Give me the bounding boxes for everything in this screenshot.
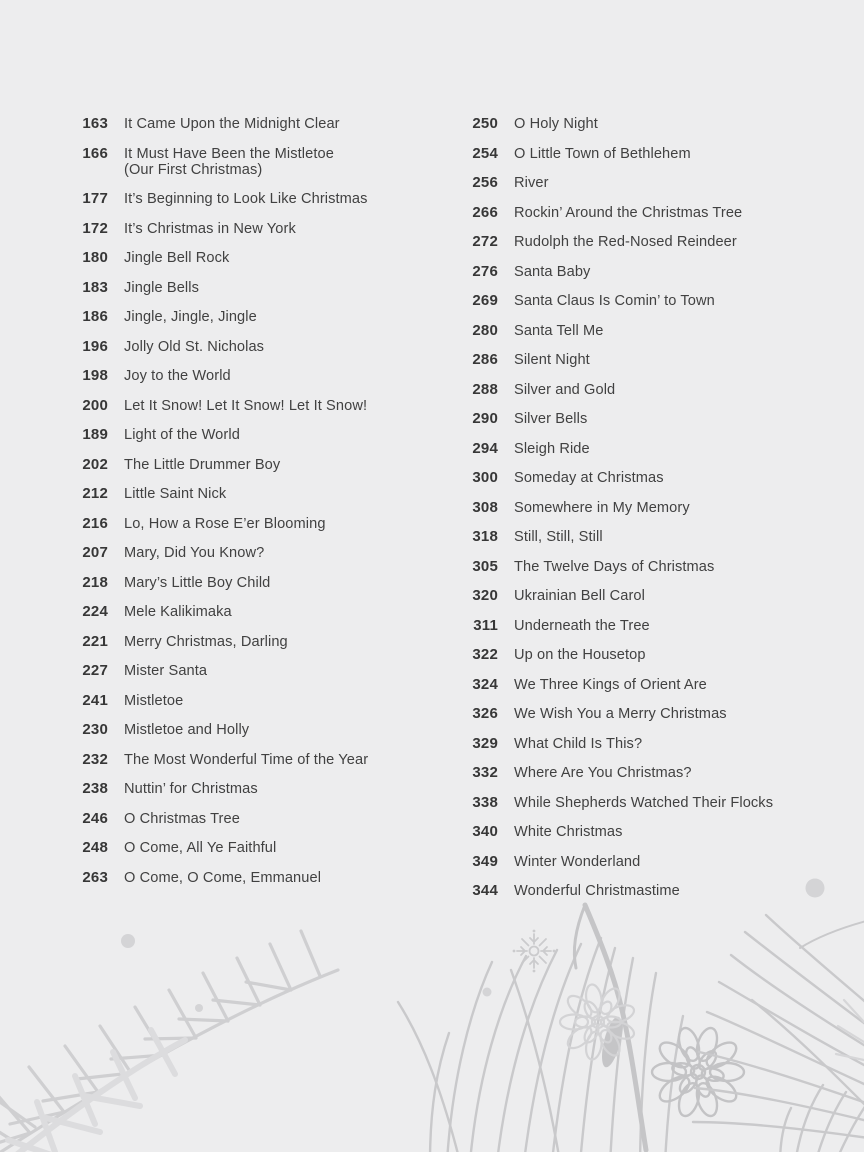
page-number: 196 xyxy=(82,337,108,355)
toc-entry xyxy=(66,781,416,797)
toc-entry xyxy=(66,604,416,620)
toc-entry xyxy=(66,146,416,178)
toc-entry xyxy=(66,575,416,591)
song-title: Where Are You Christmas? xyxy=(514,765,692,781)
toc-entry xyxy=(456,824,836,840)
page-number: 180 xyxy=(82,249,108,266)
song-title: Up on the Housetop xyxy=(514,647,646,663)
toc-entry xyxy=(66,368,416,384)
toc-entry xyxy=(456,470,836,486)
song-title: Jingle Bells xyxy=(124,279,200,296)
page-number: 256 xyxy=(472,174,498,191)
page-number: 246 xyxy=(82,809,108,827)
song-title: O Come, O Come, Emmanuel xyxy=(124,869,322,886)
toc-entry xyxy=(66,634,416,650)
page-number: 324 xyxy=(472,675,498,693)
song-title: Silver and Gold xyxy=(514,381,616,398)
toc-entry xyxy=(456,175,836,191)
page-number: 224 xyxy=(82,603,108,620)
song-title: Joy to the World xyxy=(124,368,231,384)
page-number: 332 xyxy=(472,764,498,781)
toc-entry xyxy=(456,618,836,634)
page-number: 305 xyxy=(472,557,498,575)
toc-entry xyxy=(456,500,836,516)
song-title: Santa Claus Is Comin’ to Town xyxy=(514,293,715,309)
toc-entry xyxy=(66,516,416,532)
toc-entry xyxy=(66,339,416,355)
page-number: 221 xyxy=(82,632,108,650)
song-title: Still, Still, Still xyxy=(514,529,603,545)
page-number: 218 xyxy=(82,573,108,591)
song-title: Jingle, Jingle, Jingle xyxy=(124,309,257,325)
song-subtitle: (Our First Christmas) xyxy=(124,161,263,178)
song-title: Jingle Bell Rock xyxy=(124,250,230,266)
page-number: 288 xyxy=(472,380,498,398)
page-number: 238 xyxy=(82,780,108,797)
pinecone-rosette-icon xyxy=(652,1025,744,1118)
toc-entry xyxy=(456,706,836,722)
toc-entry xyxy=(456,264,836,280)
page-number: 344 xyxy=(472,882,498,899)
pinecone-rosette-icon xyxy=(560,983,636,1060)
toc-entry xyxy=(456,647,836,663)
toc-entry xyxy=(456,205,836,221)
song-title: White Christmas xyxy=(514,824,623,840)
toc-entry xyxy=(456,588,836,604)
page-number: 329 xyxy=(472,734,498,752)
song-title: The Twelve Days of Christmas xyxy=(514,558,715,575)
page-number: 263 xyxy=(82,868,108,886)
page-number: 212 xyxy=(82,485,108,502)
song-title: Someday at Christmas xyxy=(514,470,664,486)
toc-entry xyxy=(66,811,416,827)
song-title: Light of the World xyxy=(124,427,240,443)
pine-sprig-icon xyxy=(0,931,338,1152)
song-title: Mister Santa xyxy=(124,663,208,679)
page-number: 248 xyxy=(82,839,108,856)
song-title: Mistletoe and Holly xyxy=(124,722,250,738)
song-title: Silver Bells xyxy=(514,411,588,427)
song-title: Mistletoe xyxy=(124,692,184,709)
page-number: 322 xyxy=(472,646,498,663)
toc-entry xyxy=(66,280,416,296)
toc-entry xyxy=(66,427,416,443)
toc-column-left xyxy=(66,116,416,899)
page-number: 189 xyxy=(82,426,108,443)
page-number: 166 xyxy=(82,144,108,162)
toc-entry xyxy=(66,545,416,561)
pine-needle-fan-icon xyxy=(398,938,683,1152)
page-number: 294 xyxy=(472,439,498,457)
page-number: 250 xyxy=(472,115,498,132)
page-number: 326 xyxy=(472,705,498,722)
toc-entry xyxy=(456,293,836,309)
toc-entry xyxy=(66,663,416,679)
fern-frond-icon xyxy=(8,1030,185,1152)
song-title: While Shepherds Watched Their Flocks xyxy=(514,794,774,811)
song-title: O Little Town of Bethlehem xyxy=(514,145,691,162)
page-number: 202 xyxy=(82,455,108,473)
song-title: Wonderful Christmastime xyxy=(514,883,680,899)
toc-entry xyxy=(66,486,416,502)
page-number: 320 xyxy=(472,587,498,604)
toc-entry xyxy=(66,221,416,237)
page-number: 216 xyxy=(82,514,108,532)
toc-entry xyxy=(66,309,416,325)
toc-entry xyxy=(456,765,836,781)
pine-sprig-icon xyxy=(780,1085,864,1152)
song-title: It’s Christmas in New York xyxy=(124,220,296,237)
song-title: Santa Tell Me xyxy=(514,322,604,339)
toc-entry xyxy=(66,693,416,709)
toc-entry xyxy=(456,795,836,811)
page-number: 340 xyxy=(472,823,498,840)
song-title: Nuttin’ for Christmas xyxy=(124,781,258,797)
song-title: Rudolph the Red-Nosed Reindeer xyxy=(514,234,737,250)
page-number: 232 xyxy=(82,750,108,768)
page-number: 276 xyxy=(472,262,498,280)
page-number: 172 xyxy=(82,219,108,237)
page-number: 177 xyxy=(82,190,108,207)
song-title: It’s Beginning to Look Like Christmas xyxy=(124,191,368,207)
page-number: 338 xyxy=(472,793,498,811)
page-number: 311 xyxy=(473,616,498,634)
toc-entry xyxy=(66,250,416,266)
page-number: 266 xyxy=(472,203,498,221)
song-title: The Most Wonderful Time of the Year xyxy=(124,751,369,768)
song-title: O Come, All Ye Faithful xyxy=(124,840,277,856)
page-number: 198 xyxy=(82,367,108,384)
toc-entry xyxy=(456,116,836,132)
toc-entry xyxy=(66,457,416,473)
song-title: Somewhere in My Memory xyxy=(514,499,690,516)
pine-sprig-icon xyxy=(836,1000,864,1060)
toc-entry xyxy=(456,736,836,752)
toc-entry xyxy=(456,352,836,368)
page-number: 227 xyxy=(82,662,108,679)
toc-column-right xyxy=(456,116,836,913)
twig-stem-icon xyxy=(574,905,646,1150)
song-title: The Little Drummer Boy xyxy=(124,456,281,473)
page-number: 349 xyxy=(472,852,498,870)
song-title: Lo, How a Rose E’er Blooming xyxy=(124,515,326,532)
song-title: Mele Kalikimaka xyxy=(124,604,232,620)
toc-entry xyxy=(456,677,836,693)
song-title: Little Saint Nick xyxy=(124,486,227,502)
toc-entry xyxy=(66,116,416,132)
song-title: Underneath the Tree xyxy=(514,617,650,634)
song-title: Merry Christmas, Darling xyxy=(124,633,288,650)
page-number: 300 xyxy=(472,469,498,486)
page-number: 286 xyxy=(472,351,498,368)
song-title: It Must Have Been the Mistletoe (Our First Christmas) xyxy=(124,146,416,178)
song-title: It Came Upon the Midnight Clear xyxy=(124,116,340,132)
page-number: 308 xyxy=(472,498,498,516)
toc-entry xyxy=(456,323,836,339)
page-number: 290 xyxy=(472,410,498,427)
page-number: 200 xyxy=(82,396,108,414)
song-title: Santa Baby xyxy=(514,263,591,280)
song-title: O Holy Night xyxy=(514,116,598,132)
toc-entry xyxy=(456,234,836,250)
song-title: What Child Is This? xyxy=(514,735,643,752)
toc-entry xyxy=(456,529,836,545)
page-number: 163 xyxy=(82,115,108,132)
toc-entry xyxy=(66,840,416,856)
song-title: Mary, Did You Know? xyxy=(124,545,265,561)
toc-entry xyxy=(66,752,416,768)
toc-entry xyxy=(456,146,836,162)
song-title: Winter Wonderland xyxy=(514,853,641,870)
page-number: 207 xyxy=(82,544,108,561)
toc-entry xyxy=(456,883,836,899)
page-number: 269 xyxy=(472,292,498,309)
song-title: We Three Kings of Orient Are xyxy=(514,676,707,693)
toc-entry xyxy=(456,411,836,427)
page-number: 241 xyxy=(82,691,108,709)
song-title: Rockin’ Around the Christmas Tree xyxy=(514,204,743,221)
toc-entry xyxy=(456,559,836,575)
song-title: Sleigh Ride xyxy=(514,440,590,457)
page-number: 230 xyxy=(82,721,108,738)
song-title: Let It Snow! Let It Snow! Let It Snow! xyxy=(124,397,368,414)
page-number: 318 xyxy=(472,528,498,545)
page-number: 254 xyxy=(472,144,498,162)
toc-entry xyxy=(456,441,836,457)
page-number: 272 xyxy=(472,233,498,250)
song-title: Silent Night xyxy=(514,352,590,368)
song-title: O Christmas Tree xyxy=(124,810,240,827)
song-title: Mary’s Little Boy Child xyxy=(124,574,271,591)
snowflake-icon xyxy=(513,930,556,973)
song-title: We Wish You a Merry Christmas xyxy=(514,706,727,722)
toc-entry xyxy=(456,382,836,398)
song-title: Jolly Old St. Nicholas xyxy=(124,338,265,355)
page-number: 186 xyxy=(82,308,108,325)
toc-entry xyxy=(66,398,416,414)
toc-entry xyxy=(66,722,416,738)
page-number: 280 xyxy=(472,321,498,339)
toc-entry xyxy=(66,191,416,207)
toc-entry xyxy=(66,870,416,886)
song-title: River xyxy=(514,175,549,191)
song-title: Ukrainian Bell Carol xyxy=(514,588,645,604)
toc-entry xyxy=(456,854,836,870)
page-number: 183 xyxy=(82,278,108,296)
pine-needle-fan-icon xyxy=(693,915,864,1150)
